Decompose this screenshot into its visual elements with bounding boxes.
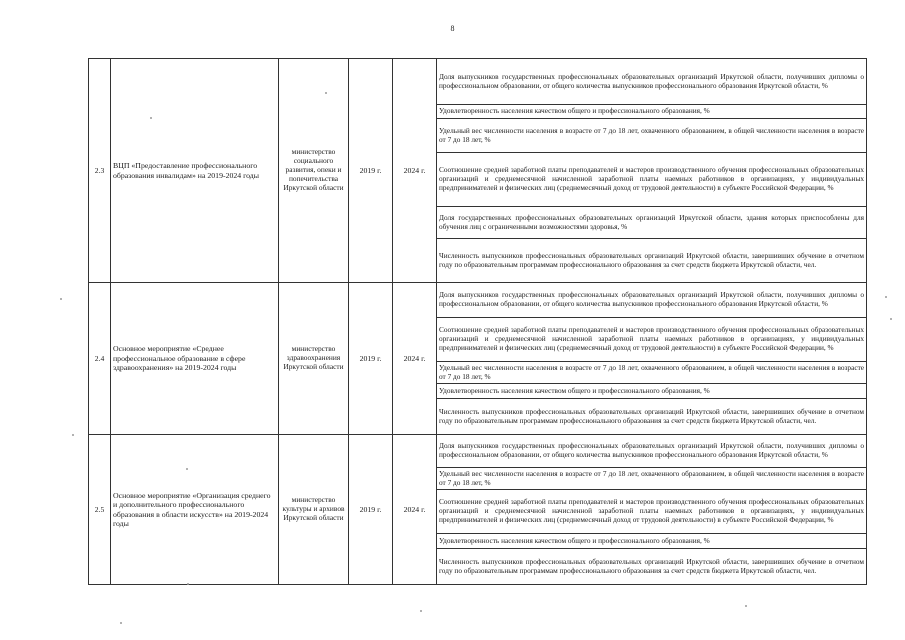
indicator-cell [437, 207, 867, 239]
table-row [89, 435, 867, 468]
indicator-text: Численность выпускников профессиональных образовательных организаций Иркутской области, завершивших обучение в отчетном году по образовательным программам профессионального образования за счет средств бюджета Иркутской области, чел. [439, 556, 864, 575]
indicator-cell [437, 105, 867, 119]
scan-speck [187, 583, 189, 585]
row-number: 2.3 [89, 59, 111, 283]
indicator-cell [437, 399, 867, 435]
indicator-text: Удельный вес численности населения в возрасте от 7 до 18 лет, охваченного образованием, в общей численности населения в возрасте от 7 до 18 лет, % [439, 362, 864, 381]
row-end-year: 2024 г. [393, 435, 437, 585]
indicator-cell [437, 384, 867, 399]
indicator-cell [437, 59, 867, 105]
indicator-text: Численность выпускников профессиональных образовательных организаций Иркутской области, завершивших обучение в отчетном году по образовательным программам профессионального образования за счет средств бюджета Иркутской области, чел. [439, 250, 864, 269]
indicator-text: Удовлетворенность населения качеством общего и профессионального образования, % [439, 385, 710, 395]
indicator-text: Удовлетворенность населения качеством общего и профессионального образования, % [439, 535, 710, 545]
table-row [89, 283, 867, 318]
indicator-text: Соотношение средней заработной платы преподавателей и мастеров производственного обучения профессиональных образовательных организаций и среднемесячной начисленной заработной платы наемных работников в организациях, у индивидуальных предпринимателей и физических лиц (среднемесячный доход от трудовой деятельности) в субъекте Российской Федерации, % [439, 497, 864, 524]
row-organization: министерство здравоохранения Иркутской области [279, 283, 349, 435]
indicator-text: Доля выпускников государственных профессиональных образовательных организаций Иркутской области, получивших дипломы о профессиональном образовании, от общего количества выпускников профессионального образования Иркутской области, % [439, 290, 864, 308]
indicator-text: Удовлетворенность населения качеством общего и профессионального образования, % [439, 106, 710, 116]
scan-speck [890, 318, 892, 320]
indicator-cell [437, 239, 867, 283]
indicator-cell [437, 318, 867, 362]
indicator-text: Численность выпускников профессиональных образовательных организаций Иркутской области, завершивших обучение в отчетном году по образовательным программам профессионального образования за счет средств бюджета Иркутской области, чел. [439, 406, 864, 425]
scan-speck [72, 434, 74, 436]
indicator-cell [437, 549, 867, 585]
row-start-year: 2019 г. [349, 283, 393, 435]
indicator-text: Соотношение средней заработной платы преподавателей и мастеров производственного обучения профессиональных образовательных организаций и среднемесячной начисленной заработной платы наемных работников в организациях, у индивидуальных предпринимателей и физических лиц (среднемесячный доход от трудовой деятельности) в субъекте Российской Федерации, % [439, 165, 864, 192]
scan-speck [60, 298, 62, 300]
indicator-cell [437, 362, 867, 384]
scan-speck [150, 117, 152, 119]
indicator-text: Доля выпускников государственных профессиональных образовательных организаций Иркутской области, получивших дипломы о профессиональном образовании, от общего количества выпускников профессионального образования Иркутской области, % [439, 71, 864, 90]
row-name: Основное мероприятие «Организация среднего и дополнительного профессионального образования в области искусств» на 2019-2024 годы [111, 435, 279, 585]
row-end-year: 2024 г. [393, 283, 437, 435]
row-number: 2.4 [89, 283, 111, 435]
indicator-cell [437, 468, 867, 490]
indicator-cell [437, 283, 867, 318]
indicator-text: Удельный вес численности населения в возрасте от 7 до 18 лет, охваченного образованием, в общей численности населения в возрасте от 7 до 18 лет, % [439, 468, 864, 487]
indicator-cell [437, 153, 867, 207]
scan-speck [885, 296, 887, 298]
scan-speck [186, 468, 188, 470]
row-start-year: 2019 г. [349, 435, 393, 585]
indicator-text: Удельный вес численности населения в возрасте от 7 до 18 лет, охваченного образованием, в общей численности населения в возрасте от 7 до 18 лет, % [439, 125, 864, 144]
scan-speck [325, 92, 327, 94]
row-name: Основное мероприятие «Среднее профессиональное образование в сфере здравоохранения» на 2019-2024 годы [111, 283, 279, 435]
indicator-text: Соотношение средней заработной платы преподавателей и мастеров производственного обучения профессиональных образовательных организаций и среднемесячной начисленной заработной платы наемных работников в организациях, у индивидуальных предпринимателей и физических лиц (среднемесячный доход от трудовой деятельности) в субъекте Российской Федерации, % [439, 325, 864, 352]
row-number: 2.5 [89, 435, 111, 585]
page-number: 8 [450, 24, 455, 33]
scan-speck [745, 605, 747, 607]
indicator-cell [437, 534, 867, 549]
indicator-cell [437, 119, 867, 153]
row-name: ВЦП «Предоставление профессионального образования инвалидам» на 2019-2024 годы [111, 59, 279, 283]
row-start-year: 2019 г. [349, 59, 393, 283]
scan-speck [420, 610, 422, 612]
indicator-cell [437, 435, 867, 468]
table-row [89, 59, 867, 105]
row-organization: министерство культуры и архивов Иркутской области [279, 435, 349, 585]
row-organization: министерство социального развития, опеки и попечительства Иркутской области [279, 59, 349, 283]
program-table [88, 58, 867, 585]
row-end-year: 2024 г. [393, 59, 437, 283]
scan-speck [120, 622, 122, 624]
indicator-text: Доля выпускников государственных профессиональных образовательных организаций Иркутской области, получивших дипломы о профессиональном образовании, от общего количества выпускников профессионального образования Иркутской области, % [439, 441, 864, 459]
indicator-text: Доля государственных профессиональных образовательных организаций Иркутской области, здания которых приспособлены для обучения лиц с ограниченными возможностями здоровья, % [439, 212, 864, 231]
indicator-cell [437, 490, 867, 534]
